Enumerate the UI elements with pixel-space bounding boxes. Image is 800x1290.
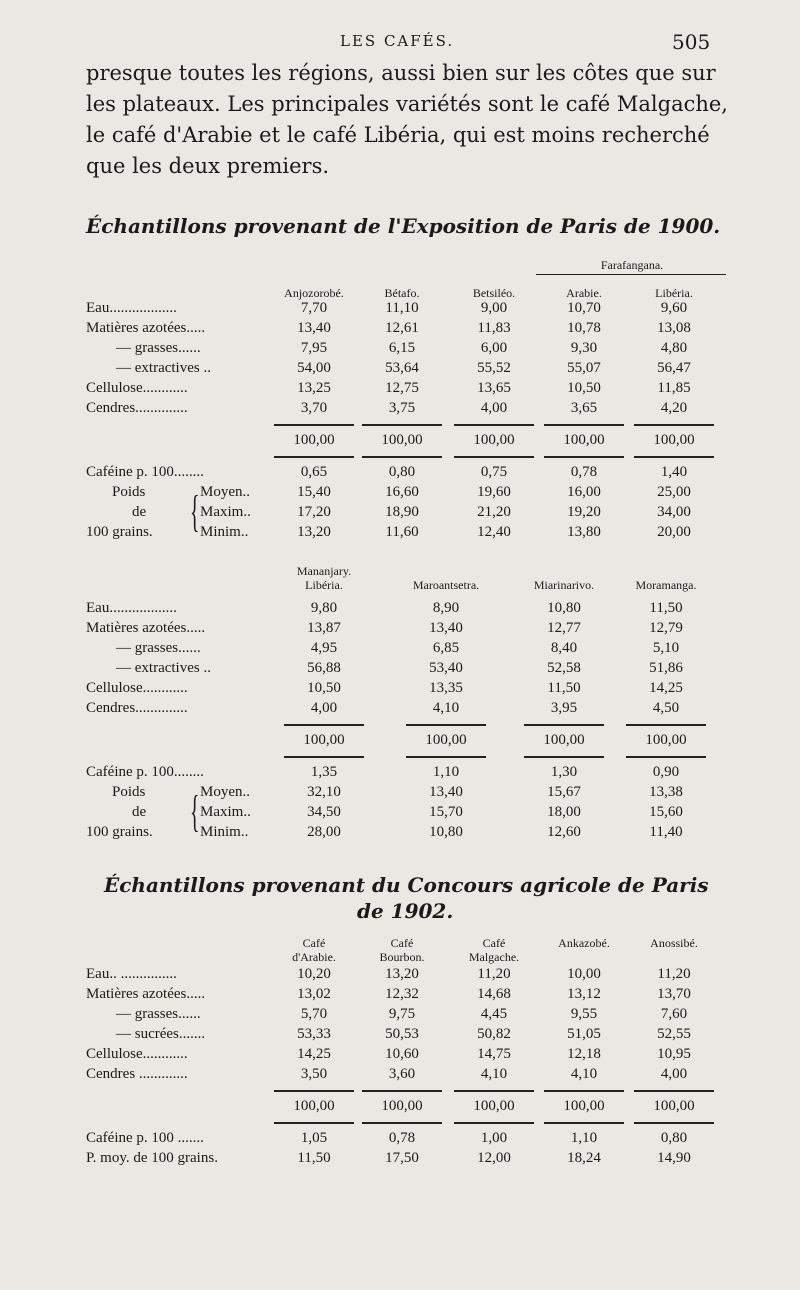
table2-header <box>86 560 706 600</box>
table-cell: 18,24 <box>567 1150 601 1166</box>
sum-rule <box>524 724 604 726</box>
total-cell: 100,00 <box>653 1098 695 1114</box>
row-label: Matières azotées..... <box>86 320 206 336</box>
table1-body <box>86 300 706 546</box>
table-cell: 4,10 <box>432 700 460 716</box>
table-cell: 0,90 <box>652 764 680 780</box>
table-row <box>86 1066 706 1086</box>
table-cell: 34,50 <box>307 804 341 820</box>
table-cell: 14,25 <box>297 1046 331 1062</box>
sum-rule <box>362 456 442 458</box>
sum-rule <box>634 456 714 458</box>
col-header: Arabie. <box>566 286 602 300</box>
table-cell: 11,10 <box>385 300 419 316</box>
row-label: Cellulose............ <box>86 380 188 396</box>
row-label: P. moy. de 100 grains. <box>86 1150 218 1166</box>
table-cell: 7,60 <box>660 1006 688 1022</box>
table-cell: 12,40 <box>477 524 511 540</box>
intro-line: les plateaux. Les principales variétés sont le café Malgache, <box>86 92 728 116</box>
table1 <box>86 256 706 546</box>
table-cell: 7,70 <box>300 300 328 316</box>
table-cell: 10,80 <box>429 824 463 840</box>
sum-rule <box>406 756 486 758</box>
rule-row <box>86 420 706 432</box>
table-cell: 4,50 <box>652 700 680 716</box>
table-cell: 1,40 <box>660 464 688 480</box>
table-cell: 12,60 <box>547 824 581 840</box>
table-cell: 16,60 <box>385 484 419 500</box>
table-cell: 11,20 <box>477 966 511 982</box>
table-cell: 3,60 <box>388 1066 416 1082</box>
table-cell: 13,20 <box>385 966 419 982</box>
col-header: Café <box>302 936 326 950</box>
rule-row <box>86 1118 706 1130</box>
col-header: Bourbon. <box>379 950 425 964</box>
table-cell: 8,90 <box>432 600 460 616</box>
intro-line: presque toutes les régions, aussi bien sur les côtes que sur <box>86 61 716 85</box>
table-cell: 3,50 <box>300 1066 328 1082</box>
table-cell: 7,95 <box>300 340 328 356</box>
table-cell: 17,50 <box>385 1150 419 1166</box>
sum-rule <box>274 456 354 458</box>
table1-header <box>86 256 706 300</box>
table3-header <box>86 932 706 966</box>
table-cell: 15,60 <box>649 804 683 820</box>
table-cell: 3,75 <box>388 400 416 416</box>
table-cell: 51,05 <box>567 1026 601 1042</box>
total-cell: 100,00 <box>563 1098 605 1114</box>
sum-rule <box>284 756 364 758</box>
table-cell: 53,64 <box>385 360 419 376</box>
row-label: Matières azotées..... <box>86 986 206 1002</box>
table-cell: 12,32 <box>385 986 419 1002</box>
table-cell: 4,10 <box>570 1066 598 1082</box>
total-cell: 100,00 <box>543 732 585 748</box>
row-label: — grasses...... <box>116 640 201 656</box>
table-row <box>86 464 706 484</box>
sum-rule <box>454 1122 534 1124</box>
col-header: Café <box>390 936 414 950</box>
table-cell: 12,61 <box>385 320 419 336</box>
poids-label: 100 grains. <box>86 824 153 840</box>
brace-glyph: { <box>190 487 200 536</box>
table-cell: 32,10 <box>307 784 341 800</box>
col-header: Betsiléo. <box>472 286 516 300</box>
table-cell: 13,25 <box>297 380 331 396</box>
table-cell: 11,83 <box>477 320 511 336</box>
table-cell: 11,50 <box>547 680 581 696</box>
table-cell: 5,10 <box>652 640 680 656</box>
table-cell: 4,00 <box>660 1066 688 1082</box>
total-cell: 100,00 <box>473 1098 515 1114</box>
group-rule <box>536 274 726 275</box>
table-row <box>86 1150 706 1170</box>
table-cell: 6,85 <box>432 640 460 656</box>
sum-rule <box>406 724 486 726</box>
table-cell: 10,70 <box>567 300 601 316</box>
total-cell: 100,00 <box>303 732 345 748</box>
page-number: 505 <box>672 30 711 54</box>
table-row <box>86 400 706 420</box>
table-cell: 11,60 <box>385 524 419 540</box>
row-label: Cellulose............ <box>86 1046 188 1062</box>
col-header: Miarinarivo. <box>533 578 595 592</box>
total-cell: 100,00 <box>425 732 467 748</box>
table-cell: 5,70 <box>300 1006 328 1022</box>
table-cell: 13,20 <box>297 524 331 540</box>
table-cell: 12,79 <box>649 620 683 636</box>
table-cell: 10,50 <box>307 680 341 696</box>
row-label: Cendres ............. <box>86 1066 188 1082</box>
col-header: Bétafo. <box>384 286 420 300</box>
poids-group <box>86 484 706 546</box>
row-label: Matières azotées..... <box>86 620 206 636</box>
total-cell: 100,00 <box>563 432 605 448</box>
table3 <box>86 932 706 1170</box>
table-cell: 52,58 <box>547 660 581 676</box>
sum-rule <box>544 1122 624 1124</box>
table-row <box>86 700 706 720</box>
col-header: Moramanga. <box>635 578 697 592</box>
table-cell: 12,18 <box>567 1046 601 1062</box>
sum-rule <box>626 724 706 726</box>
table-cell: 15,40 <box>297 484 331 500</box>
table-cell: 4,20 <box>660 400 688 416</box>
sum-rule <box>634 1090 714 1092</box>
rule-row <box>86 1086 706 1098</box>
table-cell: 13,40 <box>429 784 463 800</box>
table-cell: 28,00 <box>307 824 341 840</box>
table-cell: 13,70 <box>657 986 691 1002</box>
table-cell: 19,60 <box>477 484 511 500</box>
table-cell: 12,75 <box>385 380 419 396</box>
row-label: Cellulose............ <box>86 680 188 696</box>
sum-rule <box>544 1090 624 1092</box>
table-cell: 20,00 <box>657 524 691 540</box>
table2-body <box>86 600 706 846</box>
table-cell: 3,95 <box>550 700 578 716</box>
poids-label: 100 grains. <box>86 524 153 540</box>
row-label: Eau.. ............... <box>86 966 177 982</box>
table3-caption-line2: de 1902. <box>357 899 454 923</box>
table-cell: 4,10 <box>480 1066 508 1082</box>
table-cell: 1,10 <box>570 1130 598 1146</box>
total-cell: 100,00 <box>293 1098 335 1114</box>
table-cell: 1,30 <box>550 764 578 780</box>
sum-rule <box>524 756 604 758</box>
table-cell: 11,50 <box>649 600 683 616</box>
sum-rule <box>284 724 364 726</box>
table-cell: 21,20 <box>477 504 511 520</box>
table-cell: 9,30 <box>570 340 598 356</box>
intro-paragraph <box>86 58 726 182</box>
table-row <box>86 1046 706 1066</box>
table-cell: 1,05 <box>300 1130 328 1146</box>
row-label: Caféine p. 100........ <box>86 464 204 480</box>
table-cell: 1,10 <box>432 764 460 780</box>
table-cell: 10,78 <box>567 320 601 336</box>
sum-rule <box>274 424 354 426</box>
sum-rule <box>634 1122 714 1124</box>
sum-rule <box>544 424 624 426</box>
total-cell: 100,00 <box>645 732 687 748</box>
sum-rule <box>274 1122 354 1124</box>
table-cell: 54,00 <box>297 360 331 376</box>
table-cell: 11,20 <box>657 966 691 982</box>
table1-caption: Échantillons provenant de l'Exposition de Paris de 1900. <box>86 214 721 238</box>
table-cell: 8,40 <box>550 640 578 656</box>
table-cell: 10,60 <box>385 1046 419 1062</box>
table-cell: 9,75 <box>388 1006 416 1022</box>
poids-sub-label: Minim.. <box>200 824 249 840</box>
table-cell: 10,50 <box>567 380 601 396</box>
poids-group <box>86 784 706 846</box>
table-cell: 13,87 <box>307 620 341 636</box>
table-cell: 0,65 <box>300 464 328 480</box>
row-label: Eau.................. <box>86 300 177 316</box>
sum-rule <box>454 1090 534 1092</box>
table-cell: 13,12 <box>567 986 601 1002</box>
sum-rule <box>454 456 534 458</box>
table-row <box>86 320 706 340</box>
table-cell: 13,08 <box>657 320 691 336</box>
table-row <box>86 380 706 400</box>
row-label: — sucrées....... <box>116 1026 206 1042</box>
table-cell: 13,38 <box>649 784 683 800</box>
table-row <box>86 360 706 380</box>
table-row <box>86 300 706 320</box>
table-cell: 14,25 <box>649 680 683 696</box>
table-cell: 17,20 <box>297 504 331 520</box>
table-cell: 14,90 <box>657 1150 691 1166</box>
total-cell: 100,00 <box>653 432 695 448</box>
table-cell: 0,78 <box>388 1130 416 1146</box>
row-label: Caféine p. 100........ <box>86 764 204 780</box>
table-cell: 10,00 <box>567 966 601 982</box>
totals-row <box>86 1098 706 1118</box>
table-cell: 14,75 <box>477 1046 511 1062</box>
table-row <box>86 1006 706 1026</box>
row-label: — grasses...... <box>116 1006 201 1022</box>
group-header: Farafangana. <box>600 258 664 272</box>
table2 <box>86 560 706 846</box>
sum-rule <box>362 424 442 426</box>
row-label: Eau.................. <box>86 600 177 616</box>
table-row <box>86 1026 706 1046</box>
poids-sub-label: Moyen.. <box>200 484 250 500</box>
poids-label: de <box>132 504 147 520</box>
table-row <box>86 764 706 784</box>
table-cell: 3,65 <box>570 400 598 416</box>
table-cell: 55,52 <box>477 360 511 376</box>
total-cell: 100,00 <box>381 1098 423 1114</box>
table-cell: 56,47 <box>657 360 691 376</box>
table-cell: 19,20 <box>567 504 601 520</box>
table-row <box>86 620 706 640</box>
table-cell: 16,00 <box>567 484 601 500</box>
rule-row <box>86 452 706 464</box>
table-cell: 13,40 <box>297 320 331 336</box>
rule-row <box>86 720 706 732</box>
table-cell: 50,82 <box>477 1026 511 1042</box>
table-cell: 9,55 <box>570 1006 598 1022</box>
row-label: — extractives .. <box>116 660 211 676</box>
totals-row <box>86 432 706 452</box>
table-cell: 9,00 <box>480 300 508 316</box>
table-row <box>86 660 706 680</box>
table-cell: 4,80 <box>660 340 688 356</box>
table-cell: 1,00 <box>480 1130 508 1146</box>
poids-label: de <box>132 804 147 820</box>
col-header: Anossibé. <box>650 936 698 950</box>
table-cell: 4,95 <box>310 640 338 656</box>
table-cell: 25,00 <box>657 484 691 500</box>
table-cell: 10,20 <box>297 966 331 982</box>
table-cell: 34,00 <box>657 504 691 520</box>
table-row <box>86 600 706 620</box>
table-cell: 13,80 <box>567 524 601 540</box>
intro-line: le café d'Arabie et le café Libéria, qui est moins recherché <box>86 123 710 147</box>
table-cell: 15,70 <box>429 804 463 820</box>
table-cell: 6,15 <box>388 340 416 356</box>
table-row <box>86 1130 706 1150</box>
sum-rule <box>274 1090 354 1092</box>
table-cell: 14,68 <box>477 986 511 1002</box>
poids-sub-label: Maxim.. <box>200 804 251 820</box>
intro-line: que les deux premiers. <box>86 154 330 178</box>
table-cell: 4,45 <box>480 1006 508 1022</box>
table-cell: 13,02 <box>297 986 331 1002</box>
col-header: d'Arabie. <box>292 950 336 964</box>
row-label: Cendres.............. <box>86 400 188 416</box>
table-cell: 11,40 <box>649 824 683 840</box>
table-cell: 12,77 <box>547 620 581 636</box>
table-cell: 3,70 <box>300 400 328 416</box>
table3-caption-line1: Échantillons provenant du Concours agricole de Paris <box>104 873 709 897</box>
sum-rule <box>544 456 624 458</box>
table-row <box>86 986 706 1006</box>
table-cell: 10,80 <box>547 600 581 616</box>
table-cell: 0,80 <box>660 1130 688 1146</box>
total-cell: 100,00 <box>293 432 335 448</box>
running-head-title: LES CAFÉS. <box>340 32 455 50</box>
poids-label: Poids <box>112 484 146 500</box>
table-cell: 55,07 <box>567 360 601 376</box>
sum-rule <box>362 1090 442 1092</box>
table-cell: 50,53 <box>385 1026 419 1042</box>
table-cell: 15,67 <box>547 784 581 800</box>
table-cell: 0,78 <box>570 464 598 480</box>
poids-label: Poids <box>112 784 146 800</box>
col-header: Libéria. <box>305 578 343 592</box>
table-cell: 56,88 <box>307 660 341 676</box>
table-row <box>86 680 706 700</box>
table-cell: 13,40 <box>429 620 463 636</box>
table-cell: 18,90 <box>385 504 419 520</box>
sum-rule <box>454 424 534 426</box>
table-cell: 4,00 <box>480 400 508 416</box>
table-row <box>86 640 706 660</box>
rule-row <box>86 752 706 764</box>
table-cell: 4,00 <box>310 700 338 716</box>
table-cell: 0,80 <box>388 464 416 480</box>
sum-rule <box>634 424 714 426</box>
table-cell: 51,86 <box>649 660 683 676</box>
table-row <box>86 340 706 360</box>
sum-rule <box>626 756 706 758</box>
poids-sub-label: Maxim.. <box>200 504 251 520</box>
totals-row <box>86 732 706 752</box>
table-cell: 9,60 <box>660 300 688 316</box>
table-cell: 53,40 <box>429 660 463 676</box>
table-cell: 13,65 <box>477 380 511 396</box>
brace-glyph: { <box>190 787 200 836</box>
total-cell: 100,00 <box>473 432 515 448</box>
sum-rule <box>362 1122 442 1124</box>
col-header: Anjozorobé. <box>284 286 344 300</box>
table-cell: 1,35 <box>310 764 338 780</box>
poids-sub-label: Moyen.. <box>200 784 250 800</box>
table-cell: 18,00 <box>547 804 581 820</box>
total-cell: 100,00 <box>381 432 423 448</box>
table-cell: 0,75 <box>480 464 508 480</box>
col-header: Malgache. <box>468 950 520 964</box>
col-header: Maroantsetra. <box>412 578 480 592</box>
table-cell: 12,00 <box>477 1150 511 1166</box>
table-cell: 11,50 <box>297 1150 331 1166</box>
table-row <box>86 966 706 986</box>
row-label: Cendres.............. <box>86 700 188 716</box>
table-cell: 10,95 <box>657 1046 691 1062</box>
table-cell: 6,00 <box>480 340 508 356</box>
running-head <box>0 30 800 60</box>
table-cell: 13,35 <box>429 680 463 696</box>
table-cell: 11,85 <box>657 380 691 396</box>
table3-body <box>86 966 706 1170</box>
table-cell: 53,33 <box>297 1026 331 1042</box>
table-cell: 9,80 <box>310 600 338 616</box>
table-cell: 52,55 <box>657 1026 691 1042</box>
col-header: Mananjary. <box>296 564 352 578</box>
row-label: — grasses...... <box>116 340 201 356</box>
col-header: Libéria. <box>655 286 693 300</box>
poids-sub-label: Minim.. <box>200 524 249 540</box>
col-header: Ankazobé. <box>558 936 610 950</box>
row-label: — extractives .. <box>116 360 211 376</box>
col-header: Café <box>482 936 506 950</box>
row-label: Caféine p. 100 ....... <box>86 1130 204 1146</box>
